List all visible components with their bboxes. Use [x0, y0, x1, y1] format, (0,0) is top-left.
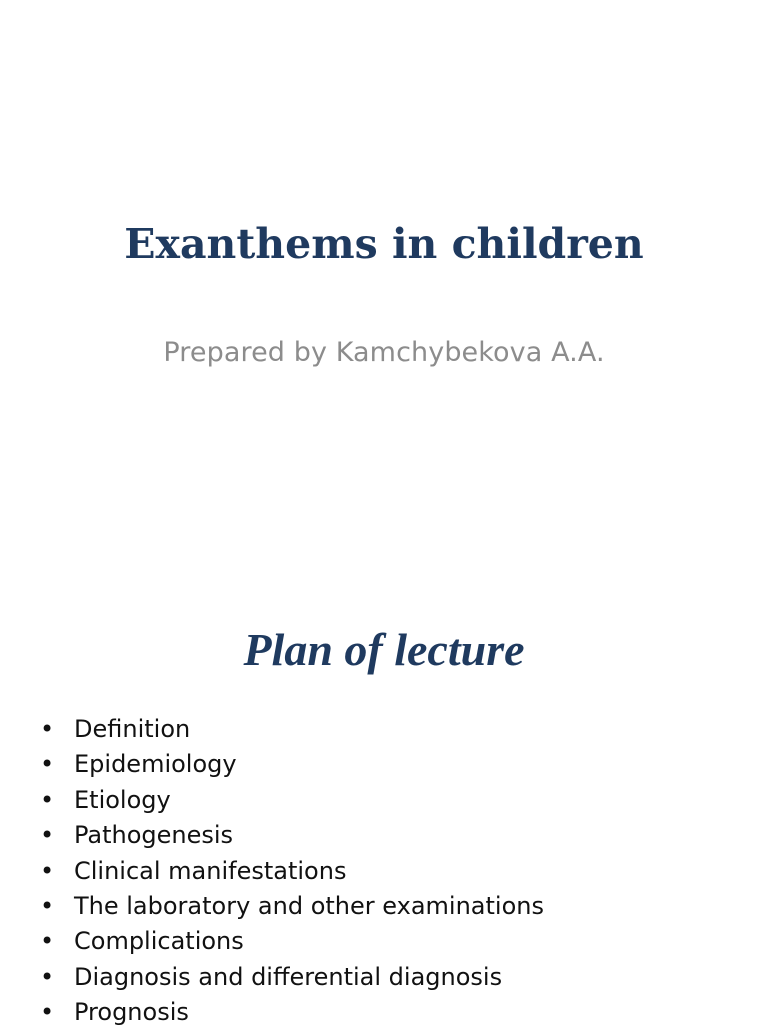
- bullet-icon: •: [40, 750, 55, 779]
- slide-title: Exanthems in children: [124, 220, 644, 268]
- bullet-icon: •: [40, 891, 55, 920]
- list-item-text: Etiology: [74, 785, 171, 814]
- list-item-text: Prognosis: [74, 998, 189, 1027]
- list-item-text: Diagnosis and differential diagnosis: [74, 962, 503, 991]
- list-item-text: Epidemiology: [74, 750, 237, 779]
- bullet-icon: •: [40, 856, 55, 885]
- bullet-icon: •: [40, 715, 55, 743]
- bullet-icon: •: [40, 998, 55, 1027]
- list-item-text: Pathogenesis: [74, 821, 234, 850]
- slide-subtitle: Prepared by Kamchybekova A.A.: [163, 337, 605, 368]
- bullet-icon: •: [40, 927, 55, 956]
- list-item-text: The laboratory and other examinations: [74, 891, 544, 920]
- list-item-text: Complications: [74, 927, 244, 956]
- list-item-text: Clinical manifestations: [74, 856, 347, 885]
- list-item-text: Definition: [74, 715, 191, 743]
- bullet-icon: •: [40, 821, 55, 850]
- bullet-icon: •: [40, 785, 55, 814]
- plan-title: Plan of lecture: [243, 624, 525, 675]
- bullet-icon: •: [40, 962, 55, 991]
